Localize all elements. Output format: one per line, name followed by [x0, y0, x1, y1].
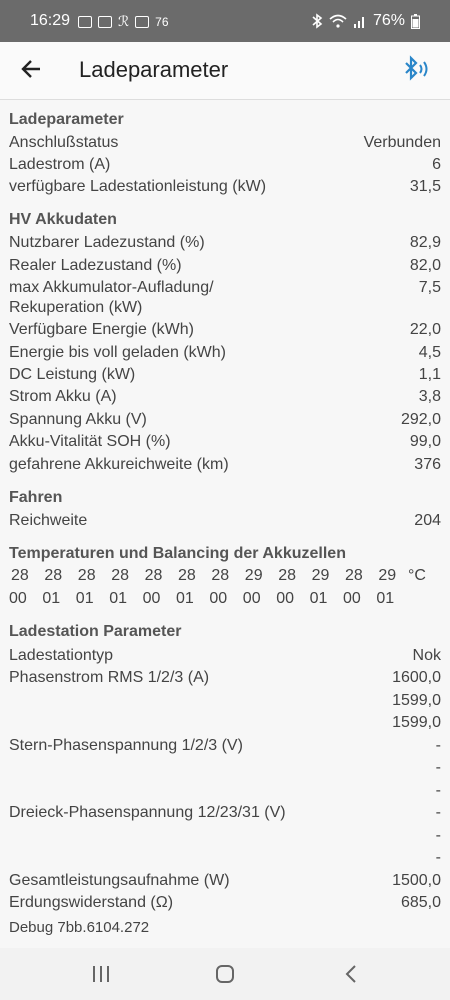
- cell-balancing: 01: [42, 590, 61, 607]
- row-value: 82,0: [409, 257, 441, 274]
- cell-temperature: 28: [77, 567, 96, 584]
- row-value: 1600,0: [392, 669, 441, 686]
- row-value: 7,5: [418, 279, 441, 296]
- row-value: 4,5: [418, 344, 441, 361]
- page-title: Ladeparameter: [79, 57, 229, 82]
- battery-percent: 76%: [372, 12, 405, 29]
- cell-temperature: 29: [311, 567, 330, 584]
- section-title-ladestation: Ladestation Parameter: [9, 623, 182, 640]
- cell-balancing: 01: [176, 590, 194, 607]
- cell-temperature: 28: [211, 567, 230, 584]
- cell-temperature: 29: [378, 567, 397, 584]
- row-value: Nok: [412, 647, 441, 664]
- notification-icons: [78, 13, 169, 30]
- row-label: Akku-Vitalität SOH (%): [9, 433, 171, 450]
- back-arrow-icon[interactable]: [18, 55, 46, 83]
- status-time: 16:29: [30, 12, 71, 29]
- row-label: Gesamtleistungsaufnahme (W): [9, 872, 230, 889]
- cell-temperature: 28: [178, 567, 196, 584]
- row-value: 1599,0: [392, 714, 441, 731]
- row-label-continued: Rekuperation (kW): [9, 299, 143, 316]
- cell-balancing: 01: [109, 590, 127, 607]
- row-value: 1,1: [418, 366, 441, 383]
- row-label: Stern-Phasenspannung 1/2/3 (V): [9, 737, 243, 754]
- row-value: -: [435, 737, 441, 754]
- row-label: Strom Akku (A): [9, 388, 117, 405]
- row-label: verfügbare Ladestationleistung (kW): [9, 178, 267, 195]
- row-label: Erdungswiderstand (Ω): [9, 894, 174, 911]
- row-label: Verfügbare Energie (kWh): [9, 321, 194, 338]
- cell-temperature: 28: [278, 567, 296, 584]
- row-value: -: [435, 782, 441, 799]
- row-value: Verbunden: [363, 134, 441, 151]
- status-bar: [0, 0, 450, 42]
- cell-balancing: 00: [343, 590, 361, 607]
- cell-temperature: 28: [345, 567, 363, 584]
- row-label: Ladestationtyp: [9, 647, 114, 664]
- mail-icon: [135, 16, 149, 28]
- row-value: -: [435, 804, 441, 821]
- cell-balancing: 00: [242, 590, 261, 607]
- notification-count: 76: [155, 14, 169, 29]
- cell-balancing: 00: [209, 590, 228, 607]
- row-label: Energie bis voll geladen (kWh): [9, 344, 226, 361]
- section-title-ladeparameter: Ladeparameter: [9, 111, 124, 128]
- section-title-hv-akkudaten: HV Akkudaten: [9, 211, 117, 228]
- row-value: 204: [414, 512, 441, 529]
- wifi-icon: [329, 14, 347, 28]
- cell-balancing: 00: [276, 590, 294, 607]
- battery-icon: [411, 14, 420, 29]
- row-value: 1500,0: [392, 872, 441, 889]
- row-value: -: [435, 849, 441, 866]
- recent-apps-icon[interactable]: [86, 962, 116, 986]
- row-label: Realer Ladezustand (%): [9, 257, 182, 274]
- cell-temperature: 28: [11, 567, 29, 584]
- row-label: Ladestrom (A): [9, 156, 111, 173]
- nav-back-icon[interactable]: [336, 962, 366, 986]
- section-title-fahren: Fahren: [9, 489, 63, 506]
- row-label: gefahrene Akkureichweite (km): [9, 456, 229, 473]
- row-value: 6: [432, 156, 441, 173]
- temperature-unit: °C: [408, 567, 426, 584]
- row-value: 31,5: [409, 178, 441, 195]
- row-value: 685,0: [400, 894, 441, 911]
- row-label: Nutzbarer Ladezustand (%): [9, 234, 205, 251]
- message-icon: [78, 16, 92, 28]
- row-value: 376: [414, 456, 441, 473]
- cell-balancing: 01: [376, 590, 395, 607]
- app-notification-icon: ℛ: [118, 13, 130, 29]
- cell-balancing: 00: [142, 590, 161, 607]
- cell-temperature: 28: [44, 567, 63, 584]
- system-nav-bar: [0, 948, 450, 1000]
- row-value: 22,0: [409, 321, 441, 338]
- row-label: Dreieck-Phasenspannung 12/23/31 (V): [9, 804, 286, 821]
- cell-temperature: 28: [144, 567, 163, 584]
- cell-balancing: 01: [75, 590, 94, 607]
- row-value: -: [435, 827, 441, 844]
- signal-icon: [353, 14, 367, 28]
- cell-balancing: 01: [309, 590, 328, 607]
- app-bar: [0, 42, 450, 100]
- home-icon[interactable]: [210, 962, 240, 986]
- cell-temperature: 29: [244, 567, 263, 584]
- row-value: 99,0: [409, 433, 441, 450]
- debug-info: Debug 7bb.6104.272: [9, 919, 150, 936]
- row-label: Spannung Akku (V): [9, 411, 147, 428]
- bluetooth-connection-icon[interactable]: [402, 55, 432, 83]
- row-value: 82,9: [409, 234, 441, 251]
- row-value: 3,8: [418, 388, 441, 405]
- row-label: DC Leistung (kW): [9, 366, 136, 383]
- cell-balancing: 00: [9, 590, 27, 607]
- row-label: Reichweite: [9, 512, 88, 529]
- row-label: Phasenstrom RMS 1/2/3 (A): [9, 669, 210, 686]
- content-area[interactable]: [0, 101, 450, 947]
- row-value: -: [435, 759, 441, 776]
- bluetooth-status-icon: [311, 13, 323, 29]
- row-value: 292,0: [400, 411, 441, 428]
- row-value: 1599,0: [392, 692, 441, 709]
- row-label: max Akkumulator-Aufladung/: [9, 279, 214, 296]
- cell-temperature: 28: [111, 567, 129, 584]
- image-icon: [98, 16, 112, 28]
- row-label: Anschlußstatus: [9, 134, 119, 151]
- section-title-temperatures: Temperaturen und Balancing der Akkuzellen: [9, 545, 346, 562]
